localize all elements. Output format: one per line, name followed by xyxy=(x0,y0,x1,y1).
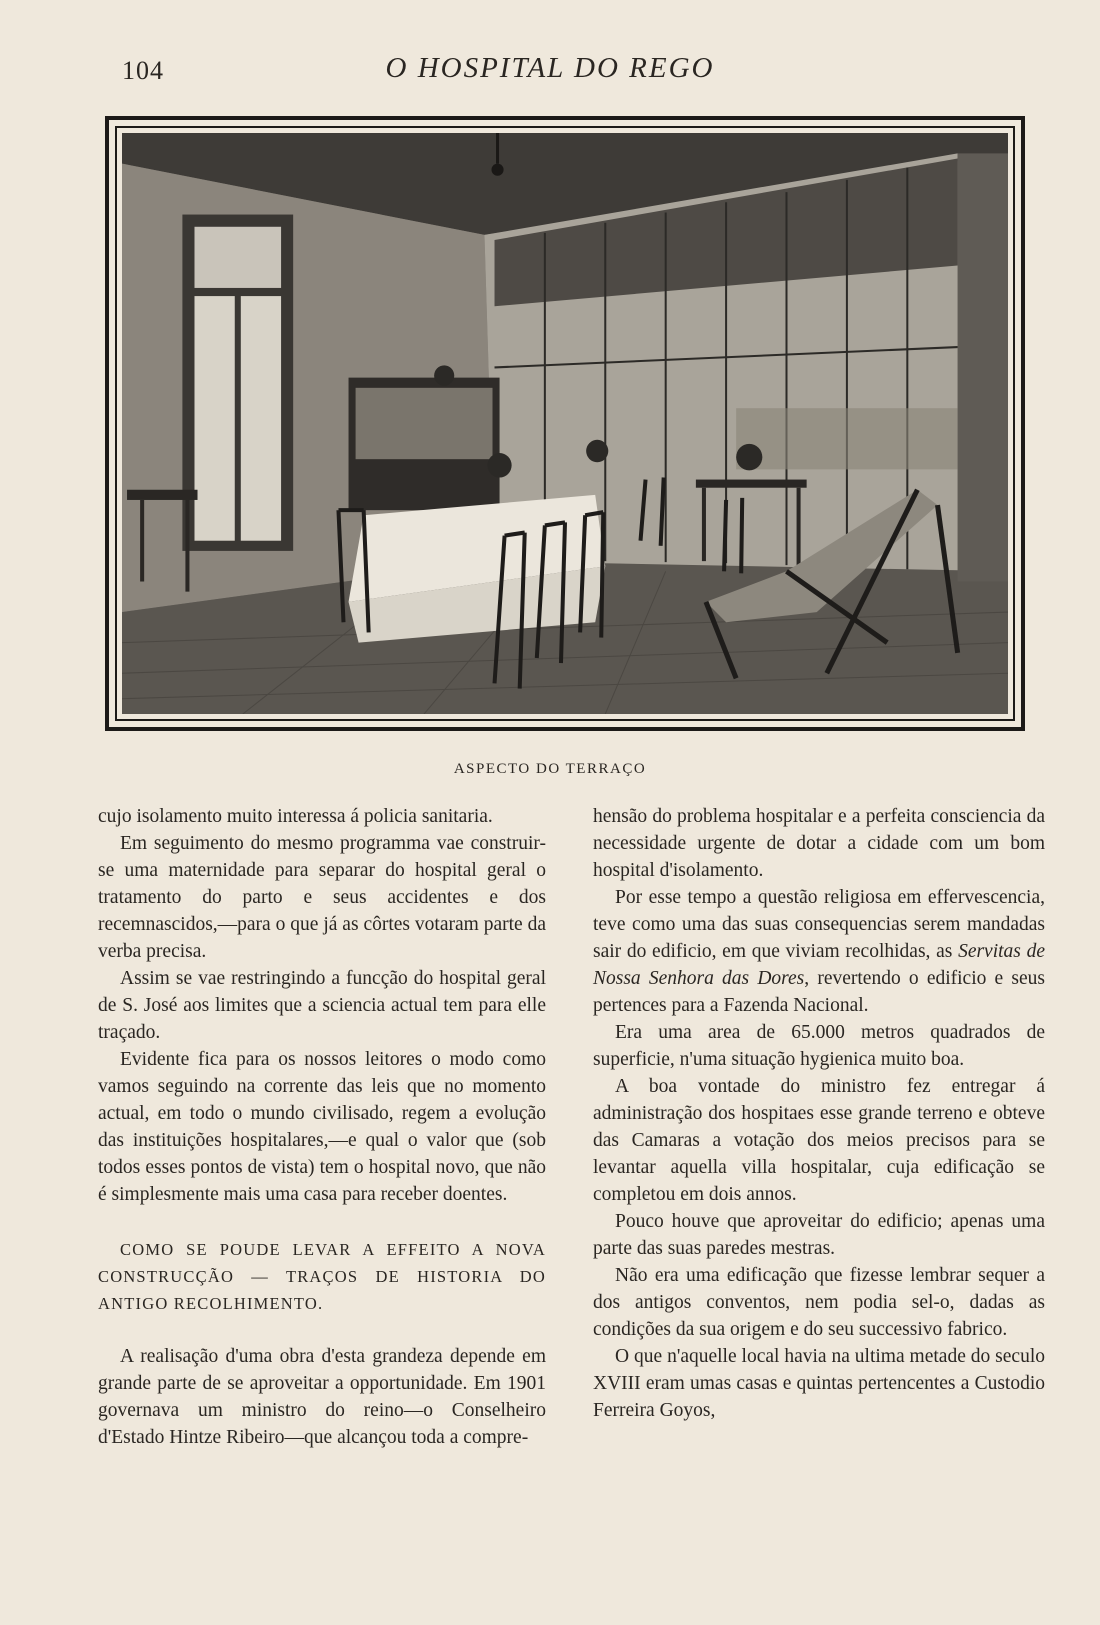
paragraph-text: Por esse tempo a questão religiosa em effervescencia, teve como uma das suas consequencias serem mandadas sair do edificio, em que viviam recolhidas, as xyxy=(593,887,1045,962)
paragraph: Era uma area de 65.000 metros quadrados de superficie, n'uma situação hygienica muito boa. xyxy=(593,1022,1045,1070)
terrace-photograph xyxy=(105,116,1025,731)
paragraph xyxy=(593,884,1045,1019)
paragraph: hensão do problema hospitalar e a perfeita consciencia da necessidade urgente de dotar a cidade com um bom hospital d'isolamento. xyxy=(593,806,1045,881)
paragraph: Pouco houve que aproveitar do edificio; apenas uma parte das suas paredes mestras. xyxy=(593,1211,1045,1259)
figure-caption: ASPECTO DO TERRAÇO xyxy=(453,761,647,777)
right-column xyxy=(593,803,1045,1424)
paragraph-text: , revertendo o edificio e seus pertences para a Fazenda Nacional. xyxy=(593,968,1045,1016)
paragraph: Evidente fica para os nossos leitores o modo como vamos seguindo na corrente das leis que no momento actual, em todo o mundo civilisado, regem a evolução das instituições hospitalares,—e qual o valor que (sob todos esses pontos de vista) tem o hospital novo, que não é simplesmente mais uma casa para receber doentes. xyxy=(98,1049,546,1205)
photograph-inner-border xyxy=(115,126,1015,721)
paragraph: A realisação d'uma obra d'esta grandeza depende em grande parte de se aproveitar a opportunidade. Em 1901 governava um ministro do reino—o Conselheiro d'Estado Hintze Ribeiro—que alcançou toda a compre- xyxy=(98,1346,546,1448)
paragraph: Não era uma edificação que fizesse lembrar sequer a dos antigos conventos, nem podia sel-o, dadas as condições da sua origem e do seu successivo fabrico. xyxy=(593,1265,1045,1340)
paragraph: Assim se vae restringindo a funcção do hospital geral de S. José aos limites que a sciencia actual tem para elle traçado. xyxy=(98,968,546,1043)
religious-order-name: Servitas de Nossa Senhora das Dores xyxy=(593,941,1045,989)
left-column xyxy=(98,803,546,1451)
page-number: 104 xyxy=(122,56,164,85)
running-title: O HOSPITAL DO REGO xyxy=(385,52,715,84)
paragraph: Em seguimento do mesmo programma vae construir-se uma maternidade para separar do hospital geral o tratamento do parto e seus accidentes e dos recemnascidos,—para o que já as côrtes votaram parte da verba precisa. xyxy=(98,833,546,962)
section-heading: COMO SE POUDE LEVAR A EFFEITO A NOVA CONSTRUCÇÃO — TRAÇOS DE HISTORIA DO ANTIGO RECOLHIMENTO. xyxy=(98,1240,546,1313)
paragraph: O que n'aquelle local havia na ultima metade do seculo XVIII eram umas casas e quintas pertencentes a Custodio Ferreira Goyos, xyxy=(593,1346,1045,1421)
paragraph: A boa vontade do ministro fez entregar á administração dos hospitaes esse grande terreno e obteve das Camaras a votação dos meios precisos para se levantar aquella villa hospitalar, cuja edificação se completou em dois annos. xyxy=(593,1076,1045,1205)
terrace-interior-illustration xyxy=(122,133,1008,714)
paragraph: cujo isolamento muito interessa á policia sanitaria. xyxy=(98,806,493,827)
